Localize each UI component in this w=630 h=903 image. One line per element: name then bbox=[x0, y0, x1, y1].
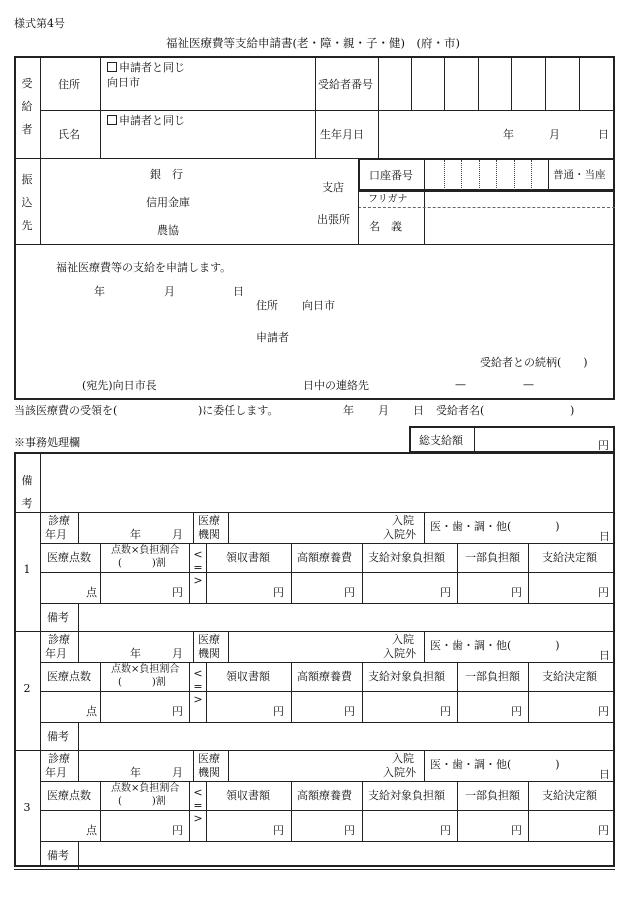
birth-month-label: 月 bbox=[549, 128, 560, 141]
treatment-entry-1 bbox=[0, 512, 630, 631]
birth-date-field[interactable] bbox=[382, 114, 612, 154]
furigana-field[interactable] bbox=[426, 193, 613, 206]
inpatient-option[interactable]: 入院 bbox=[392, 752, 414, 765]
high-cost-label: 高額療養費 bbox=[297, 670, 352, 683]
treatment-month-unit: 月 bbox=[172, 528, 183, 541]
decided-label: 支給決定額 bbox=[542, 670, 597, 683]
treatment-month-unit: 月 bbox=[172, 647, 183, 660]
treatment-date-label-2: 年月 bbox=[45, 766, 67, 779]
birth-year-label: 年 bbox=[503, 128, 514, 141]
applicant-address-label: 住所 bbox=[256, 299, 278, 312]
recipient-name-field[interactable] bbox=[104, 130, 314, 154]
covered-amount-field[interactable] bbox=[366, 575, 436, 600]
compare-symbol: < = > bbox=[193, 786, 203, 825]
delegate-name-field[interactable] bbox=[127, 402, 195, 418]
total-amount-field[interactable] bbox=[478, 430, 588, 450]
app-month-label: 月 bbox=[164, 285, 175, 298]
partial-label: 一部負担額 bbox=[465, 551, 520, 564]
points-label: 医療点数 bbox=[47, 789, 91, 802]
receipt-amount-field[interactable] bbox=[210, 575, 270, 600]
points-label: 医療点数 bbox=[47, 551, 91, 564]
office-option[interactable]: 出張所 bbox=[317, 213, 350, 226]
treatment-year-unit: 年 bbox=[130, 647, 141, 660]
calc-label: 点数×負担割合 bbox=[111, 664, 180, 675]
treatment-year-unit: 年 bbox=[130, 766, 141, 779]
delegation-close-paren: ) bbox=[570, 404, 575, 417]
institution-label: 医療 bbox=[198, 752, 220, 765]
treatment-entry-2 bbox=[0, 631, 630, 750]
recipient-number-field[interactable] bbox=[380, 60, 613, 108]
receipt-label: 領収書額 bbox=[226, 789, 270, 802]
decided-label: 支給決定額 bbox=[542, 551, 597, 564]
institution-field[interactable] bbox=[232, 634, 382, 659]
partial-amount-field[interactable] bbox=[461, 575, 509, 600]
nokyo-option[interactable]: 農協 bbox=[157, 224, 179, 237]
decided-amount-field[interactable] bbox=[532, 694, 596, 719]
office-remarks-field[interactable] bbox=[44, 456, 610, 508]
high-cost-amount-field[interactable] bbox=[295, 575, 341, 600]
outpatient-option[interactable]: 入院外 bbox=[383, 766, 416, 779]
delegation-year-label: 年 bbox=[343, 404, 354, 417]
checkbox-icon bbox=[107, 62, 117, 72]
points-field[interactable] bbox=[44, 694, 84, 719]
recipient-section-label: 受 給 者 bbox=[21, 77, 33, 136]
receipt-label: 領収書額 bbox=[226, 551, 270, 564]
delegation-recipient-field[interactable] bbox=[490, 402, 570, 418]
treatment-date-label: 診療 bbox=[48, 752, 70, 765]
calc-label: 点数×負担割合 bbox=[111, 783, 180, 794]
treatment-month-unit: 月 bbox=[172, 766, 183, 779]
delegation-text-start: 当該医療費の受領を( bbox=[14, 404, 118, 417]
high-cost-amount-field[interactable] bbox=[295, 694, 341, 719]
institution-field[interactable] bbox=[232, 753, 382, 778]
delegation-text-end: )に委任します。 bbox=[198, 404, 279, 417]
entry-remarks-field[interactable] bbox=[82, 844, 610, 866]
ratio-field[interactable]: ( )割 bbox=[118, 558, 166, 569]
receipt-yen-unit: 円 bbox=[273, 824, 284, 837]
account-holder-field[interactable] bbox=[426, 209, 613, 242]
delegation-recipient-label: 受給者名( bbox=[436, 404, 485, 417]
recipient-address-field[interactable] bbox=[104, 94, 314, 108]
receipt-amount-field[interactable] bbox=[210, 694, 270, 719]
entry-remarks-label: 備考 bbox=[47, 611, 69, 624]
partial-amount-field[interactable] bbox=[461, 694, 509, 719]
same-address-checkbox[interactable]: 申請者と同じ bbox=[107, 62, 185, 73]
inpatient-option[interactable]: 入院 bbox=[392, 633, 414, 646]
high-cost-yen-unit: 円 bbox=[344, 705, 355, 718]
ratio-field[interactable]: ( )割 bbox=[118, 677, 166, 688]
calc-yen-unit: 円 bbox=[172, 824, 183, 837]
treatment-year-unit: 年 bbox=[130, 528, 141, 541]
decided-yen-unit: 円 bbox=[598, 586, 609, 599]
account-number-label: 口座番号 bbox=[369, 169, 413, 182]
calc-yen-unit: 円 bbox=[172, 705, 183, 718]
covered-yen-unit: 円 bbox=[440, 586, 451, 599]
points-unit: 点 bbox=[86, 705, 97, 718]
partial-amount-field[interactable] bbox=[461, 813, 509, 838]
points-unit: 点 bbox=[86, 824, 97, 837]
treatment-date-label: 診療 bbox=[48, 633, 70, 646]
bank-option[interactable]: 銀 行 bbox=[150, 168, 183, 181]
care-type-select[interactable]: 医・歯・調・他( ) bbox=[430, 639, 560, 652]
checkbox-icon bbox=[107, 115, 117, 125]
applicant-label: 申請者 bbox=[256, 331, 289, 344]
points-unit: 点 bbox=[86, 586, 97, 599]
partial-yen-unit: 円 bbox=[511, 824, 522, 837]
treatment-date-field[interactable] bbox=[82, 634, 190, 659]
institution-label: 医療 bbox=[198, 633, 220, 646]
office-use-heading: ※事務処理欄 bbox=[14, 436, 80, 449]
relationship-field[interactable]: 受給者との続柄( ) bbox=[480, 356, 588, 369]
calc-yen-unit: 円 bbox=[172, 586, 183, 599]
days-unit: 日 bbox=[599, 530, 610, 543]
application-statement: 福祉医療費等の支給を申請します。 bbox=[56, 261, 232, 274]
inpatient-option[interactable]: 入院 bbox=[392, 514, 414, 527]
days-unit: 日 bbox=[599, 768, 610, 781]
care-type-select[interactable]: 医・歯・調・他( ) bbox=[430, 520, 560, 533]
total-label: 総支給額 bbox=[419, 434, 463, 447]
account-number-field[interactable] bbox=[426, 160, 546, 190]
institution-label: 医療 bbox=[198, 514, 220, 527]
points-field[interactable] bbox=[44, 575, 84, 600]
partial-yen-unit: 円 bbox=[511, 586, 522, 599]
address-label: 住所 bbox=[58, 78, 80, 91]
calc-amount-field[interactable] bbox=[104, 575, 170, 600]
entry-number: 2 bbox=[23, 682, 31, 695]
calc-amount-field[interactable] bbox=[104, 694, 170, 719]
calc-amount-field[interactable] bbox=[104, 813, 170, 838]
receipt-yen-unit: 円 bbox=[273, 705, 284, 718]
app-day-label: 日 bbox=[233, 285, 244, 298]
outpatient-option[interactable]: 入院外 bbox=[383, 528, 416, 541]
entry-remarks-label: 備考 bbox=[47, 849, 69, 862]
entry-number: 3 bbox=[23, 801, 31, 814]
institution-label-2: 機関 bbox=[198, 766, 220, 779]
high-cost-yen-unit: 円 bbox=[344, 586, 355, 599]
partial-label: 一部負担額 bbox=[465, 789, 520, 802]
care-type-select[interactable]: 医・歯・調・他( ) bbox=[430, 758, 560, 771]
delegation-month-label: 月 bbox=[378, 404, 389, 417]
birth-day-label: 日 bbox=[598, 128, 609, 141]
treatment-date-label-2: 年月 bbox=[45, 528, 67, 541]
office-remarks-label: 備 考 bbox=[21, 474, 33, 510]
birth-date-label: 生年月日 bbox=[320, 128, 364, 141]
compare-symbol: < = > bbox=[193, 548, 203, 587]
high-cost-amount-field[interactable] bbox=[295, 813, 341, 838]
furigana-label: フリガナ bbox=[368, 194, 408, 205]
institution-label-2: 機関 bbox=[198, 647, 220, 660]
recipient-address-prefill: 向日市 bbox=[107, 76, 140, 89]
high-cost-label: 高額療養費 bbox=[297, 551, 352, 564]
decided-amount-field[interactable] bbox=[532, 813, 596, 838]
covered-label: 支給対象負担額 bbox=[368, 670, 445, 683]
entry-remarks-label: 備考 bbox=[47, 730, 69, 743]
delegation-day-label: 日 bbox=[413, 404, 424, 417]
decided-label: 支給決定額 bbox=[542, 789, 597, 802]
bank-section-label: 振 込 先 bbox=[21, 173, 33, 232]
institution-label-2: 機関 bbox=[198, 528, 220, 541]
entry-number: 1 bbox=[23, 563, 31, 576]
institution-field[interactable] bbox=[232, 515, 382, 540]
treatment-date-label-2: 年月 bbox=[45, 647, 67, 660]
bank-name-field[interactable] bbox=[44, 166, 144, 238]
covered-amount-field[interactable] bbox=[366, 813, 436, 838]
form-title: 福祉医療費等支給申請書(老・障・親・子・健) (府・市) bbox=[166, 36, 460, 50]
entry-remarks-field[interactable] bbox=[82, 725, 610, 747]
treatment-entry-3 bbox=[0, 750, 630, 869]
applicant-address-prefill: 向日市 bbox=[302, 299, 335, 312]
applicant-name-field[interactable] bbox=[300, 328, 600, 346]
points-field[interactable] bbox=[44, 813, 84, 838]
shinkin-option[interactable]: 信用金庫 bbox=[146, 196, 190, 209]
form-number: 様式第4号 bbox=[14, 17, 65, 30]
contact-label: 日中の連絡先 bbox=[303, 379, 369, 392]
contact-phone-field[interactable] bbox=[380, 377, 610, 393]
receipt-amount-field[interactable] bbox=[210, 813, 270, 838]
days-unit: 日 bbox=[599, 649, 610, 662]
covered-label: 支給対象負担額 bbox=[368, 551, 445, 564]
recipient-number-label: 受給者番号 bbox=[318, 78, 373, 91]
contact-separator-1: — bbox=[455, 378, 466, 391]
decided-yen-unit: 円 bbox=[598, 824, 609, 837]
compare-symbol: < = > bbox=[193, 667, 203, 706]
contact-separator-2: — bbox=[523, 378, 534, 391]
account-holder-label: 名 義 bbox=[369, 220, 402, 233]
branch-option[interactable]: 支店 bbox=[322, 181, 344, 194]
covered-amount-field[interactable] bbox=[366, 694, 436, 719]
covered-yen-unit: 円 bbox=[440, 705, 451, 718]
points-label: 医療点数 bbox=[47, 670, 91, 683]
decided-amount-field[interactable] bbox=[532, 575, 596, 600]
app-year-label: 年 bbox=[94, 285, 105, 298]
covered-label: 支給対象負担額 bbox=[368, 789, 445, 802]
covered-yen-unit: 円 bbox=[440, 824, 451, 837]
entry-remarks-field[interactable] bbox=[82, 606, 610, 628]
name-label: 氏名 bbox=[58, 128, 80, 141]
partial-yen-unit: 円 bbox=[511, 705, 522, 718]
receipt-label: 領収書額 bbox=[226, 670, 270, 683]
outpatient-option[interactable]: 入院外 bbox=[383, 647, 416, 660]
ratio-field[interactable]: ( )割 bbox=[118, 796, 166, 807]
applicant-address-field[interactable] bbox=[340, 297, 600, 313]
partial-label: 一部負担額 bbox=[465, 670, 520, 683]
treatment-date-field[interactable] bbox=[82, 515, 190, 540]
high-cost-yen-unit: 円 bbox=[344, 824, 355, 837]
treatment-date-label: 診療 bbox=[48, 514, 70, 527]
treatment-date-field[interactable] bbox=[82, 753, 190, 778]
decided-yen-unit: 円 bbox=[598, 705, 609, 718]
receipt-yen-unit: 円 bbox=[273, 586, 284, 599]
calc-label: 点数×負担割合 bbox=[111, 545, 180, 556]
same-name-checkbox[interactable]: 申請者と同じ bbox=[107, 115, 185, 126]
addressee: (宛先)向日市長 bbox=[82, 379, 157, 392]
account-type-select[interactable]: 普通・当座 bbox=[553, 169, 606, 181]
high-cost-label: 高額療養費 bbox=[297, 789, 352, 802]
total-yen-unit: 円 bbox=[598, 439, 609, 452]
